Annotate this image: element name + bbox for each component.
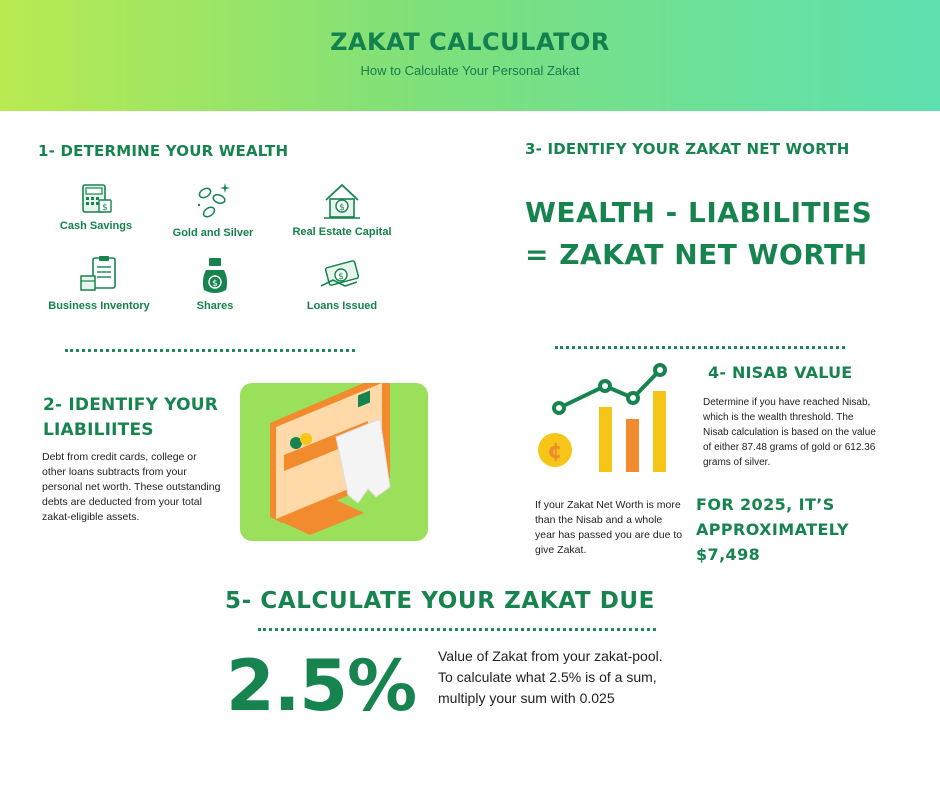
growth-chart-icon (535, 362, 675, 482)
svg-text:$: $ (212, 279, 218, 289)
money-bag-icon (198, 256, 232, 296)
section2-heading-line1: 2- IDENTIFY YOUR (43, 395, 219, 415)
wealth-item-gold-silver (153, 179, 273, 239)
nisab-price-line1: FOR 2025, IT’S (696, 495, 835, 514)
wealth-item-label: Gold and Silver (172, 227, 254, 239)
section2-heading-line2: LIABILIITES (43, 420, 154, 440)
wealth-item-label: Cash Savings (59, 220, 133, 232)
page-subtitle: How to Calculate Your Personal Zakat (360, 63, 580, 78)
section1-heading: 1- DETERMINE YOUR WEALTH (38, 142, 289, 160)
nisab-chart-illustration (535, 362, 675, 482)
divider-dots (555, 346, 845, 349)
wealth-item-label: Real Estate Capital (292, 226, 392, 238)
svg-text:$: $ (102, 203, 108, 213)
section4-body: Determine if you have reached Nisab, which is the wealth threshold. The Nisab calculation is based on the value of either 87.48 grams of gold or 612.36 grams of silver. (703, 397, 876, 468)
house-dollar-icon (321, 180, 363, 222)
section2-body: Debt from credit cards, college or other loans subtracts from your personal net worth. These outstanding debts are deducted from your total zakat-eligible assets. (42, 451, 221, 523)
clipboard-boxes-icon (77, 254, 121, 296)
svg-text:¢: ¢ (547, 439, 563, 464)
coins-icon (191, 179, 235, 223)
nisab-price (696, 492, 896, 567)
section3-heading: 3- IDENTIFY YOUR ZAKAT NET WORTH (525, 140, 850, 158)
svg-text:$: $ (339, 203, 345, 213)
page-title: ZAKAT CALCULATOR (330, 28, 610, 56)
formula-line1: WEALTH - LIABILITIES (525, 196, 873, 229)
divider-dots (258, 628, 656, 631)
section5-body: Value of Zakat from your zakat-pool. To calculate what 2.5% is of a sum, multiply your sum with 0.025 (438, 648, 663, 706)
monitor-receipt-icon (240, 383, 428, 541)
formula-line2: = ZAKAT NET WORTH (525, 238, 868, 271)
section4-note: If your Zakat Net Worth is more than the Nisab and a whole year has passed you are due to give Zakat. (535, 499, 683, 556)
section2-heading (43, 393, 218, 443)
hand-money-icon (317, 256, 367, 296)
wealth-item-loans-issued (282, 256, 402, 312)
nisab-price-line2: APPROXIMATELY (696, 520, 849, 539)
header-banner (0, 0, 940, 111)
liabilities-illustration (240, 383, 428, 541)
nisab-price-value: $7,498 (696, 545, 761, 564)
section5-heading: 5- CALCULATE YOUR ZAKAT DUE (225, 588, 655, 614)
wealth-item-real-estate (282, 180, 402, 238)
wealth-item-label: Loans Issued (306, 300, 378, 312)
wealth-item-label: Business Inventory (48, 300, 150, 312)
section4-heading: 4- NISAB VALUE (708, 363, 853, 382)
svg-text:$: $ (338, 272, 344, 282)
cash-register-icon (79, 182, 113, 216)
wealth-item-label: Shares (196, 300, 234, 312)
zakat-rate: 2.5% (226, 645, 417, 727)
wealth-item-cash-savings (36, 182, 156, 232)
divider-dots (65, 349, 355, 352)
wealth-item-shares (155, 256, 275, 312)
wealth-item-business-inventory (39, 254, 159, 312)
